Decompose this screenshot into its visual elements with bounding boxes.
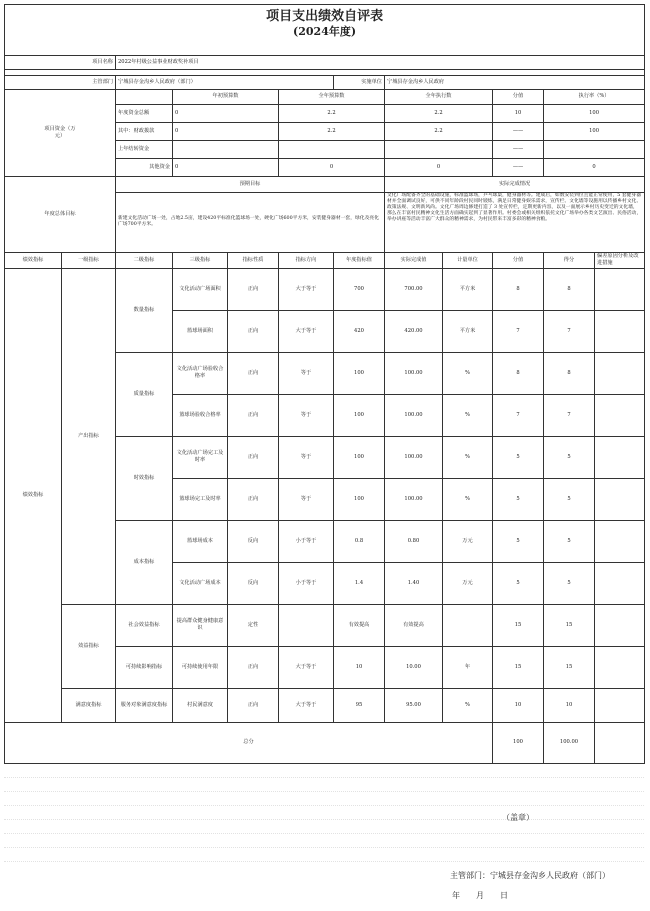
ind-score: 10 <box>493 688 544 722</box>
indicator-header-row <box>5 252 645 268</box>
ind-actual: 100.00 <box>385 436 443 478</box>
funds-row-label: 年度资金总额 <box>116 104 173 122</box>
ind-nature: 正向 <box>228 352 279 394</box>
sign-date: 年 月 日 <box>452 891 508 900</box>
ind-nature: 反向 <box>228 562 279 604</box>
ind-dir: 等于 <box>279 394 334 436</box>
l2-satisf: 服务对象满意度指标 <box>116 688 173 722</box>
ind-group: 绩效指标 <box>5 268 62 722</box>
ind-name: 篮球场成本 <box>173 520 228 562</box>
ind-name: 可持续使用年限 <box>173 646 228 688</box>
ind-actual: 100.00 <box>385 352 443 394</box>
ind-dir: 小于等于 <box>279 562 334 604</box>
ind-header: 偏差原因分析及改进措施 <box>595 252 645 268</box>
ind-dir: 等于 <box>279 478 334 520</box>
ind-score: 8 <box>493 268 544 310</box>
ind-got: 5 <box>544 478 595 520</box>
ind-unit: % <box>443 394 493 436</box>
l1-output: 产出指标 <box>62 268 116 604</box>
impl-label: 实施单位 <box>334 75 385 89</box>
goal-expected-header: 预期目标 <box>116 176 385 192</box>
impl-value: 宁城县存金沟乡人民政府 <box>385 75 645 89</box>
funds-cell <box>173 140 279 158</box>
ind-actual: 95.00 <box>385 688 443 722</box>
ind-actual: 有效提高 <box>385 604 443 646</box>
funds-cell: 0 <box>544 158 645 176</box>
project-name-label: 项目名称 <box>5 55 116 69</box>
funds-cell <box>279 140 385 158</box>
ind-target: 100 <box>334 352 385 394</box>
funds-row-label: 上年结转资金 <box>116 140 173 158</box>
indicator-row <box>5 604 645 646</box>
ind-target: 有效提高 <box>334 604 385 646</box>
indicator-row <box>5 268 645 310</box>
ind-header: 计量单位 <box>443 252 493 268</box>
funds-cell: 0 <box>385 158 493 176</box>
ind-got: 8 <box>544 352 595 394</box>
ind-target: 0.8 <box>334 520 385 562</box>
ind-name: 篮球场面积 <box>173 310 228 352</box>
ind-nature: 反向 <box>228 520 279 562</box>
l2-time: 时效指标 <box>116 436 173 520</box>
ind-score: 5 <box>493 562 544 604</box>
ind-header: 分值 <box>493 252 544 268</box>
ind-score: 5 <box>493 436 544 478</box>
total-row <box>5 722 645 763</box>
performance-table <box>4 4 645 764</box>
ind-got: 5 <box>544 436 595 478</box>
funds-cell <box>544 140 645 158</box>
ind-got: 10 <box>544 688 595 722</box>
funds-cell: 2.2 <box>385 104 493 122</box>
l2-cost: 成本指标 <box>116 520 173 604</box>
ind-header: 实际完成值 <box>385 252 443 268</box>
ind-name: 文化活动广场面积 <box>173 268 228 310</box>
ind-nature: 正向 <box>228 478 279 520</box>
ind-name: 篮球场完工及时率 <box>173 478 228 520</box>
funds-header: 执行率（%） <box>544 89 645 104</box>
l2-social: 社会效益指标 <box>116 604 173 646</box>
ind-nature: 正向 <box>228 268 279 310</box>
ind-got: 7 <box>544 394 595 436</box>
ind-score: 8 <box>493 352 544 394</box>
funds-label-text: 项目资金（万元） <box>44 125 76 139</box>
ind-unit: 年 <box>443 646 493 688</box>
l1-satisfaction: 满意度指标 <box>62 688 116 722</box>
ind-nature: 正向 <box>228 394 279 436</box>
ind-target: 700 <box>334 268 385 310</box>
goal-actual-text: 文化广场配备齐全的基础设施，标准篮球场，乒乓球桌，健身器材等。建成后，如数安装到位且能正常使用，5 套健身器材并全面调试良好，可供不同年龄段村民同时锻炼，满足日常健身娱乐需求，宣传栏、文化墙等设施用以传播乡村文化、政策法规、文明新风尚。文化广场周边修建打造了 3 处宣传栏，定期更新内容，以及一面展示乡村历史变迁的文化墙，那么在丰富村民精神文化生活方面确实起到了显著作用。村委会或相关组织依托文化广场举办各类文艺演出、民俗活动，举办讲座等活动丰富广大群众的精神需求，为村民带来丰富多彩的精神食粮。 <box>385 192 645 252</box>
ind-name: 文化活动广场成本 <box>173 562 228 604</box>
goal-actual-header: 实际完成情况 <box>385 176 645 192</box>
funds-cell: 100 <box>544 104 645 122</box>
ind-unit <box>443 604 493 646</box>
dept-value: 宁城县存金沟乡人民政府（部门） <box>116 75 334 89</box>
ind-score: 5 <box>493 520 544 562</box>
ind-actual: 100.00 <box>385 394 443 436</box>
ind-name: 文化活动广场完工及时率 <box>173 436 228 478</box>
total-label: 总分 <box>5 722 493 763</box>
ind-got: 7 <box>544 310 595 352</box>
funds-header: 全年预算数 <box>279 89 385 104</box>
seal-text: （盖章） <box>502 813 534 822</box>
ind-name: 文化活动广场验收合格率 <box>173 352 228 394</box>
ind-actual: 0.80 <box>385 520 443 562</box>
funds-row-label: 其中：财政拨款 <box>116 122 173 140</box>
ind-target: 100 <box>334 478 385 520</box>
ind-got: 15 <box>544 604 595 646</box>
ind-target: 420 <box>334 310 385 352</box>
ind-score: 5 <box>493 478 544 520</box>
ind-nature: 定性 <box>228 604 279 646</box>
funds-cell: 0 <box>173 122 279 140</box>
ind-got: 15 <box>544 646 595 688</box>
funds-header: 年初预算数 <box>173 89 279 104</box>
l2-quantity: 数量指标 <box>116 268 173 352</box>
ind-dir: 等于 <box>279 352 334 394</box>
form-year: (2024年度) <box>5 25 645 55</box>
ind-nature: 正向 <box>228 436 279 478</box>
goal-expected-text: 新建文化活动广场一处，占地2.5亩，建设420平标准化篮球场一处，硬化广场600平方米，安装健身器材一套，绿化及亮化广场700平方米。 <box>116 192 385 252</box>
ind-header: 二级指标 <box>116 252 173 268</box>
total-got: 100.00 <box>544 722 595 763</box>
ind-target: 1.4 <box>334 562 385 604</box>
ind-actual: 420.00 <box>385 310 443 352</box>
l2-quality: 质量指标 <box>116 352 173 436</box>
ind-actual: 100.00 <box>385 478 443 520</box>
ind-header: 绩效指标 <box>5 252 62 268</box>
ind-unit: % <box>443 436 493 478</box>
ind-name: 篮球场验收合格率 <box>173 394 228 436</box>
ind-dir: 大于等于 <box>279 268 334 310</box>
funds-cell: —— <box>493 158 544 176</box>
ind-dir: 等于 <box>279 436 334 478</box>
ind-dir: 大于等于 <box>279 310 334 352</box>
funds-cell: 0 <box>279 158 385 176</box>
ind-header: 一级指标 <box>62 252 116 268</box>
ind-name: 提高群众健身健康意识 <box>173 604 228 646</box>
project-name: 2022年村级公益事业财政奖补项目 <box>116 55 645 69</box>
ind-actual: 700.00 <box>385 268 443 310</box>
ind-name: 村民满意度 <box>173 688 228 722</box>
funds-cell: —— <box>493 122 544 140</box>
ind-got: 5 <box>544 520 595 562</box>
ind-unit: % <box>443 688 493 722</box>
ind-nature: 正向 <box>228 646 279 688</box>
goal-label: 年度总体目标 <box>5 176 116 252</box>
dept-label: 主管部门 <box>5 75 116 89</box>
ind-score: 7 <box>493 394 544 436</box>
ind-header: 年度指标值 <box>334 252 385 268</box>
ind-nature: 正向 <box>228 310 279 352</box>
ind-unit: 平方米 <box>443 310 493 352</box>
ind-dir: 大于等于 <box>279 688 334 722</box>
funds-cell: 2.2 <box>385 122 493 140</box>
ind-dir <box>279 604 334 646</box>
ind-target: 95 <box>334 688 385 722</box>
funds-cell: —— <box>493 140 544 158</box>
funds-cell: 0 <box>173 104 279 122</box>
total-score: 100 <box>493 722 544 763</box>
funds-cell: 10 <box>493 104 544 122</box>
ind-target: 100 <box>334 436 385 478</box>
ind-got: 5 <box>544 562 595 604</box>
l1-effect: 效益指标 <box>62 604 116 688</box>
ind-got: 8 <box>544 268 595 310</box>
ind-score: 15 <box>493 646 544 688</box>
funds-row-label: 其他资金 <box>116 158 173 176</box>
ind-header: 指标性质 <box>228 252 279 268</box>
ind-header: 得分 <box>544 252 595 268</box>
ind-actual: 1.40 <box>385 562 443 604</box>
ind-score: 7 <box>493 310 544 352</box>
funds-header: 分值 <box>493 89 544 104</box>
ind-unit: 平方米 <box>443 268 493 310</box>
funds-label <box>5 89 116 176</box>
ind-unit: 万元 <box>443 520 493 562</box>
funds-cell: 100 <box>544 122 645 140</box>
funds-header: 全年执行数 <box>385 89 493 104</box>
l2-sustain: 可持续影响指标 <box>116 646 173 688</box>
ind-unit: % <box>443 352 493 394</box>
form-title: 项目支出绩效自评表 <box>5 5 645 26</box>
ind-dir: 大于等于 <box>279 646 334 688</box>
dept-signature: 主管部门：宁城县存金沟乡人民政府（部门） <box>450 871 610 880</box>
ind-unit: 万元 <box>443 562 493 604</box>
ind-score: 15 <box>493 604 544 646</box>
funds-cell <box>385 140 493 158</box>
funds-cell: 2.2 <box>279 104 385 122</box>
funds-cell: 2.2 <box>279 122 385 140</box>
ind-nature: 正向 <box>228 688 279 722</box>
ind-dir: 小于等于 <box>279 520 334 562</box>
ind-target: 100 <box>334 394 385 436</box>
ind-header: 指标方向 <box>279 252 334 268</box>
funds-cell: 0 <box>173 158 279 176</box>
ind-actual: 10.00 <box>385 646 443 688</box>
ind-target: 10 <box>334 646 385 688</box>
ind-header: 三级指标 <box>173 252 228 268</box>
indicator-row <box>5 688 645 722</box>
ind-unit: % <box>443 478 493 520</box>
